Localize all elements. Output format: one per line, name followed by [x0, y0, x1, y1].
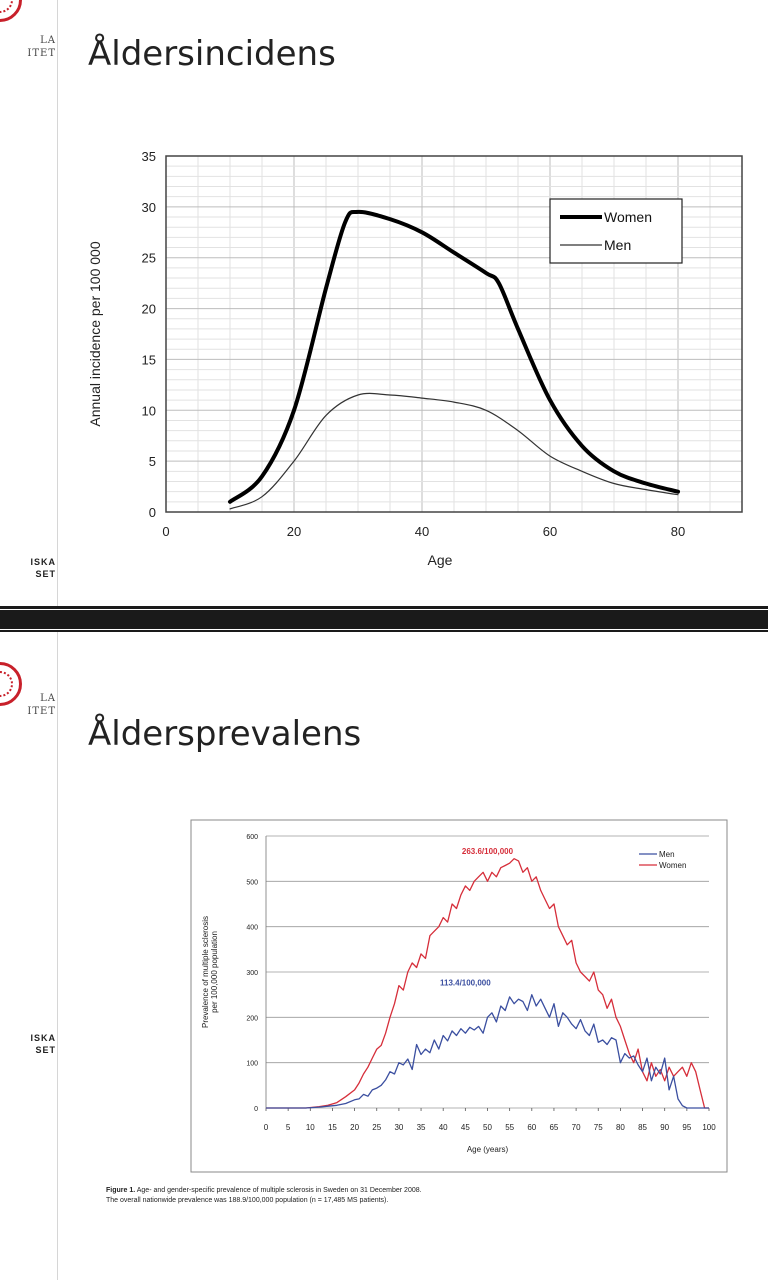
y-tick-label: 25: [141, 250, 156, 266]
y-axis-label: Annual incidence per 100 000: [87, 241, 103, 427]
x-tick-label: 90: [660, 1123, 670, 1132]
y-tick-label: 5: [148, 454, 156, 470]
x-tick-label: 5: [285, 1123, 291, 1132]
y-tick-label: 600: [246, 834, 258, 841]
x-tick-label: 0: [162, 524, 170, 539]
legend-label: Women: [659, 861, 687, 870]
y-tick-label: 20: [141, 301, 156, 317]
x-tick-label: 40: [414, 524, 430, 539]
data-annotation: 113.4/100,000: [439, 978, 491, 988]
x-tick-label: 80: [615, 1123, 625, 1132]
x-tick-label: 0: [263, 1123, 269, 1132]
y-tick-label: 15: [141, 352, 156, 368]
legend-label: Women: [604, 209, 652, 225]
x-tick-label: 25: [372, 1123, 382, 1132]
y-tick-label: 200: [246, 1015, 258, 1023]
y-tick-label: 100: [246, 1060, 258, 1068]
y-axis-label: Prevalence of multiple sclerosis: [201, 915, 210, 1029]
x-tick-label: 45: [460, 1123, 470, 1132]
y-tick-label: 10: [141, 403, 156, 419]
x-tick-label: 60: [542, 524, 558, 539]
separator-line: [0, 609, 768, 610]
x-tick-label: 20: [286, 524, 302, 539]
slide-incidence: [0, 0, 768, 606]
figure-frame: [191, 820, 727, 1172]
x-tick-label: 20: [350, 1123, 360, 1132]
x-tick-label: 60: [527, 1123, 537, 1132]
x-tick-label: 70: [571, 1123, 581, 1132]
y-tick-label: 30: [141, 199, 156, 215]
legend-label: Men: [659, 850, 675, 859]
x-tick-label: 15: [327, 1123, 337, 1132]
y-tick-label: 0: [254, 1106, 258, 1113]
x-tick-label: 65: [549, 1123, 559, 1132]
x-tick-label: 30: [394, 1123, 404, 1132]
x-tick-label: 40: [438, 1123, 448, 1132]
page-title: Åldersincidens: [88, 34, 336, 74]
university-logo-text: LA ITET: [27, 693, 56, 717]
x-tick-label: 10: [305, 1123, 315, 1132]
x-tick-label: 35: [416, 1123, 426, 1132]
university-logo-text: LA ITET: [27, 35, 56, 59]
y-tick-label: 500: [246, 879, 258, 887]
figure-caption: Figure 1. Age- and gender-specific prevalence of multiple sclerosis in Sweden on 31 December 2008. The overall nationwide prevalence was 188.9/100,000 population (n = 17,485 MS patients).: [106, 1187, 422, 1204]
x-tick-label: 95: [682, 1123, 692, 1132]
x-axis-label: Age: [427, 552, 453, 568]
data-annotation: 263.6/100,000: [461, 847, 514, 857]
x-axis-label: Age (years): [466, 1145, 509, 1154]
x-tick-label: 85: [638, 1123, 648, 1132]
footer-logo-text: ISKA SET: [30, 557, 56, 579]
incidence-chart: [0, 0, 768, 606]
legend-label: Men: [604, 237, 632, 253]
footer-logo-text: ISKA SET: [30, 1033, 56, 1055]
x-tick-label: 55: [505, 1123, 515, 1132]
x-tick-label: 75: [593, 1123, 603, 1132]
prevalence-chart: [0, 632, 768, 1280]
separator-line: [0, 629, 768, 630]
y-axis-label: per 100,000 population: [210, 931, 219, 1013]
x-tick-label: 50: [483, 1123, 492, 1132]
y-tick-label: 400: [246, 924, 258, 932]
y-tick-label: 300: [246, 970, 258, 977]
x-tick-label: 80: [670, 524, 686, 539]
y-tick-label: 35: [141, 149, 156, 164]
y-tick-label: 0: [148, 505, 156, 520]
page-title: Åldersprevalens: [88, 714, 362, 754]
x-tick-label: 100: [702, 1123, 716, 1132]
